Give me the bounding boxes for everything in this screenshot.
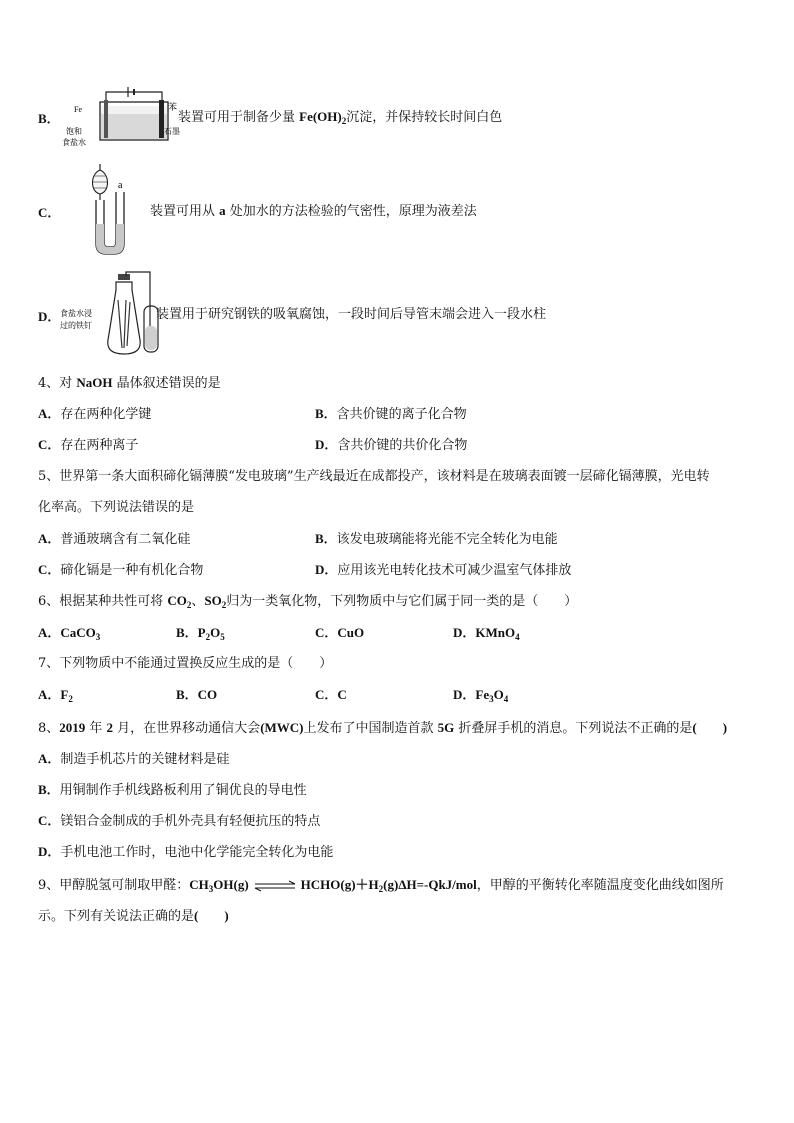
q7-option-c: C．C [315, 687, 347, 702]
option-letter: D． [38, 309, 61, 324]
fig-label-iron-nail: 过的铁钉 [60, 321, 92, 330]
q6-option-c: C．CuO [315, 625, 365, 640]
q5-option-b: B．该发电玻璃能将光能不完全转化为电能 [315, 531, 558, 547]
fig-label-graphite: 石墨 [164, 127, 180, 136]
question-4-stem: 4、对 NaOH 晶体叙述错误的是 [38, 375, 221, 391]
q8-option-b: B．用铜制作手机线路板利用了铜优良的导电性 [38, 782, 307, 798]
question-8-stem: 8、2019 年 2 月，在世界移动通信大会(MWC)上发布了中国制造首款 5G 折叠屏手机的消息。下列说法不正确的是( ) [38, 720, 728, 736]
u-tube-apparatus-figure [84, 162, 136, 262]
question-5-stem-line2: 化率高。下列说法错误的是 [38, 500, 195, 515]
q5-option-c: C．碲化镉是一种有机化合物 [38, 562, 204, 578]
q4-option-d: D．含共价键的共价化合物 [315, 437, 468, 453]
fig-label-saturated: 饱和 [66, 127, 82, 136]
q6-option-b: B．$P_2O_5$ [176, 625, 225, 642]
q5-option-a: A．普通玻璃含有二氧化硅 [38, 531, 191, 547]
q7-option-d: D．$Fe_3O_4$ [453, 687, 509, 704]
q7-option-b: B．CO [176, 687, 218, 702]
corrosion-apparatus-figure [60, 270, 170, 362]
q5-option-d: D．应用该光电转化技术可减少温室气体排放 [315, 562, 572, 578]
question-6-stem: 6、根据某种共性可将 $CO_2$、$SO_2$归为一类氧化物，下列物质中与它们属于同一类的是（ ） [38, 593, 578, 610]
q4-option-a: A．存在两种化学键 [38, 406, 152, 422]
q4-option-b: B．含共价键的离子化合物 [315, 406, 467, 422]
q8-option-c: C．镁铝合金制成的手机外壳具有轻便抗压的特点 [38, 813, 321, 829]
option-text: 装置可用从 a 处加水的方法检验的气密性，原理为液差法 [150, 203, 477, 219]
question-9-stem-line1: 9、甲醇脱氢可制取甲醛：$CH_3OH(g)$ $HCHO(g)+H_2(g)\Delta H=-QkJ$/mol，甲醇的平衡转化率随温度变化曲线如图所 [38, 877, 724, 894]
electrolysis-apparatus-figure [62, 86, 180, 150]
fig-label-benzene: 苯 [168, 103, 178, 113]
question-9-stem-line2: 示。下列有关说法正确的是( ) [38, 908, 229, 924]
question-5-stem-line1: 5、世界第一条大面积碲化镉薄膜“发电玻璃”生产线最近在成都投产，该材料是在玻璃表面镀一层碲化镉薄膜，光电转 [38, 469, 710, 484]
equilibrium-arrow-icon [253, 880, 297, 892]
option-letter: B． [38, 111, 60, 126]
q7-option-a: A．$F_2$ [38, 687, 73, 704]
fig-label-fe: Fe [74, 105, 82, 114]
option-letter: C． [38, 205, 61, 220]
q6-option-d: D．KMnO$_4$ [453, 625, 520, 642]
q8-option-d: D．手机电池工作时，电池中化学能完全转化为电能 [38, 844, 334, 860]
q8-option-a: A．制造手机芯片的关键材料是硅 [38, 751, 230, 767]
fig-label-brine: 食盐水 [62, 138, 86, 147]
fig-label-brine-soaked: 食盐水浸 [60, 309, 92, 318]
question-7-stem: 7、下列物质中不能通过置换反应生成的是（ ） [38, 656, 333, 671]
option-text: 装置可用于制备少量 $Fe(OH)_2$沉淀，并保持较长时间白色 [178, 109, 503, 126]
q4-option-c: C．存在两种离子 [38, 437, 139, 453]
q6-option-a: A．CaCO$_3$ [38, 625, 101, 642]
option-text: 装置用于研究钢铁的吸氧腐蚀，一段时间后导管末端会进入一段水柱 [156, 307, 547, 322]
fig-label-a: a [118, 180, 123, 191]
